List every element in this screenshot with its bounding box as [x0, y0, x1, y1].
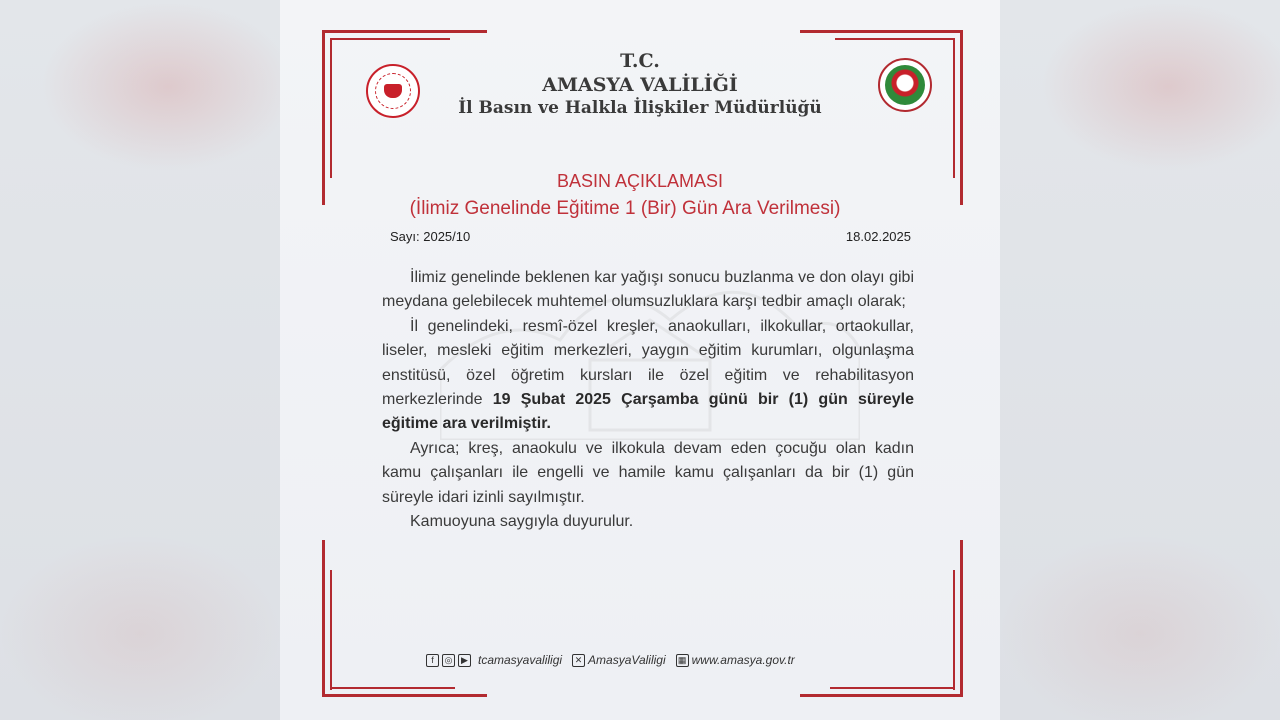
- background-blur-left: [0, 0, 280, 720]
- frame-bottom-left-inner: [330, 687, 455, 689]
- frame-left-bottom-outer: [322, 540, 325, 697]
- body-paragraph-2-text: İl genelindeki, resmî-özel kreşler, anaokulları, ilkokullar, ortaokullar, liseler, mesleki eğitim merkezleri, yaygın eğitim kurumları, olgunlaşma enstitüsü, özel öğretim kursları ile özel eğitim ve rehabilitasyon merkezlerinde: [382, 317, 914, 409]
- website-link[interactable]: www.amasya.gov.tr: [691, 653, 795, 667]
- frame-bottom-right-inner: [830, 687, 955, 689]
- frame-left-bottom-inner: [330, 570, 332, 690]
- youtube-icon[interactable]: ▶: [458, 654, 471, 667]
- document-number: Sayı: 2025/10: [390, 229, 471, 244]
- frame-top-left-inner: [330, 38, 450, 40]
- press-release-subtitle: (İlimiz Genelinde Eğitime 1 (Bir) Gün Ara Verilmesi): [409, 198, 841, 219]
- document-date: 18.02.2025: [845, 229, 911, 244]
- frame-top-right-inner: [835, 38, 955, 40]
- x-icon[interactable]: ✕: [572, 654, 585, 667]
- body-paragraph-2-highlight: 19 Şubat 2025 Çarşamba günü bir (1) gün süreyle eğitime ara verilmiştir.: [382, 391, 914, 433]
- header-tc: T.C.: [620, 50, 660, 72]
- header-governorship: AMASYA VALİLİĞİ: [542, 74, 738, 96]
- body-paragraph-4: Kamuoyuna saygıyla duyurulur.: [410, 513, 634, 531]
- instagram-icon[interactable]: ◎: [442, 654, 455, 667]
- web-icon[interactable]: ▦: [676, 654, 689, 667]
- body-paragraph-3: Ayrıca; kreş, anaokulu ve ilkokula devam eden çocuğu olan kadın kamu çalışanları ile engelli ve hamile kamu çalışanları da bir (1) gün süreyle idari izinli sayılmıştır.: [382, 439, 914, 506]
- header-directorate: İl Basın ve Halkla İlişkiler Müdürlüğü: [458, 98, 822, 118]
- press-release-body: [382, 266, 914, 534]
- footer-contact: [426, 651, 795, 669]
- facebook-icon[interactable]: f: [426, 654, 439, 667]
- x-handle[interactable]: AmasyaValiligi: [588, 653, 666, 667]
- press-release-document: [280, 0, 1000, 720]
- social-handle[interactable]: tcamasyavaliligi: [478, 653, 563, 667]
- background-blur-right: [1000, 0, 1280, 720]
- frame-right-bottom-inner: [953, 570, 955, 690]
- frame-top-right-outer: [800, 30, 963, 33]
- body-paragraph-1: İlimiz genelinde beklenen kar yağışı sonucu buzlanma ve don olayı gibi meydana gelebilecek muhtemel olumsuzluklara karşı tedbir amaçlı olarak;: [382, 269, 914, 311]
- press-release-title: BASIN AÇIKLAMASI: [556, 171, 724, 191]
- frame-right-bottom-outer: [960, 540, 963, 697]
- frame-top-left-outer: [322, 30, 487, 33]
- frame-bottom-left-outer: [322, 694, 487, 697]
- frame-bottom-right-outer: [800, 694, 963, 697]
- body-paragraph-2: [382, 315, 914, 437]
